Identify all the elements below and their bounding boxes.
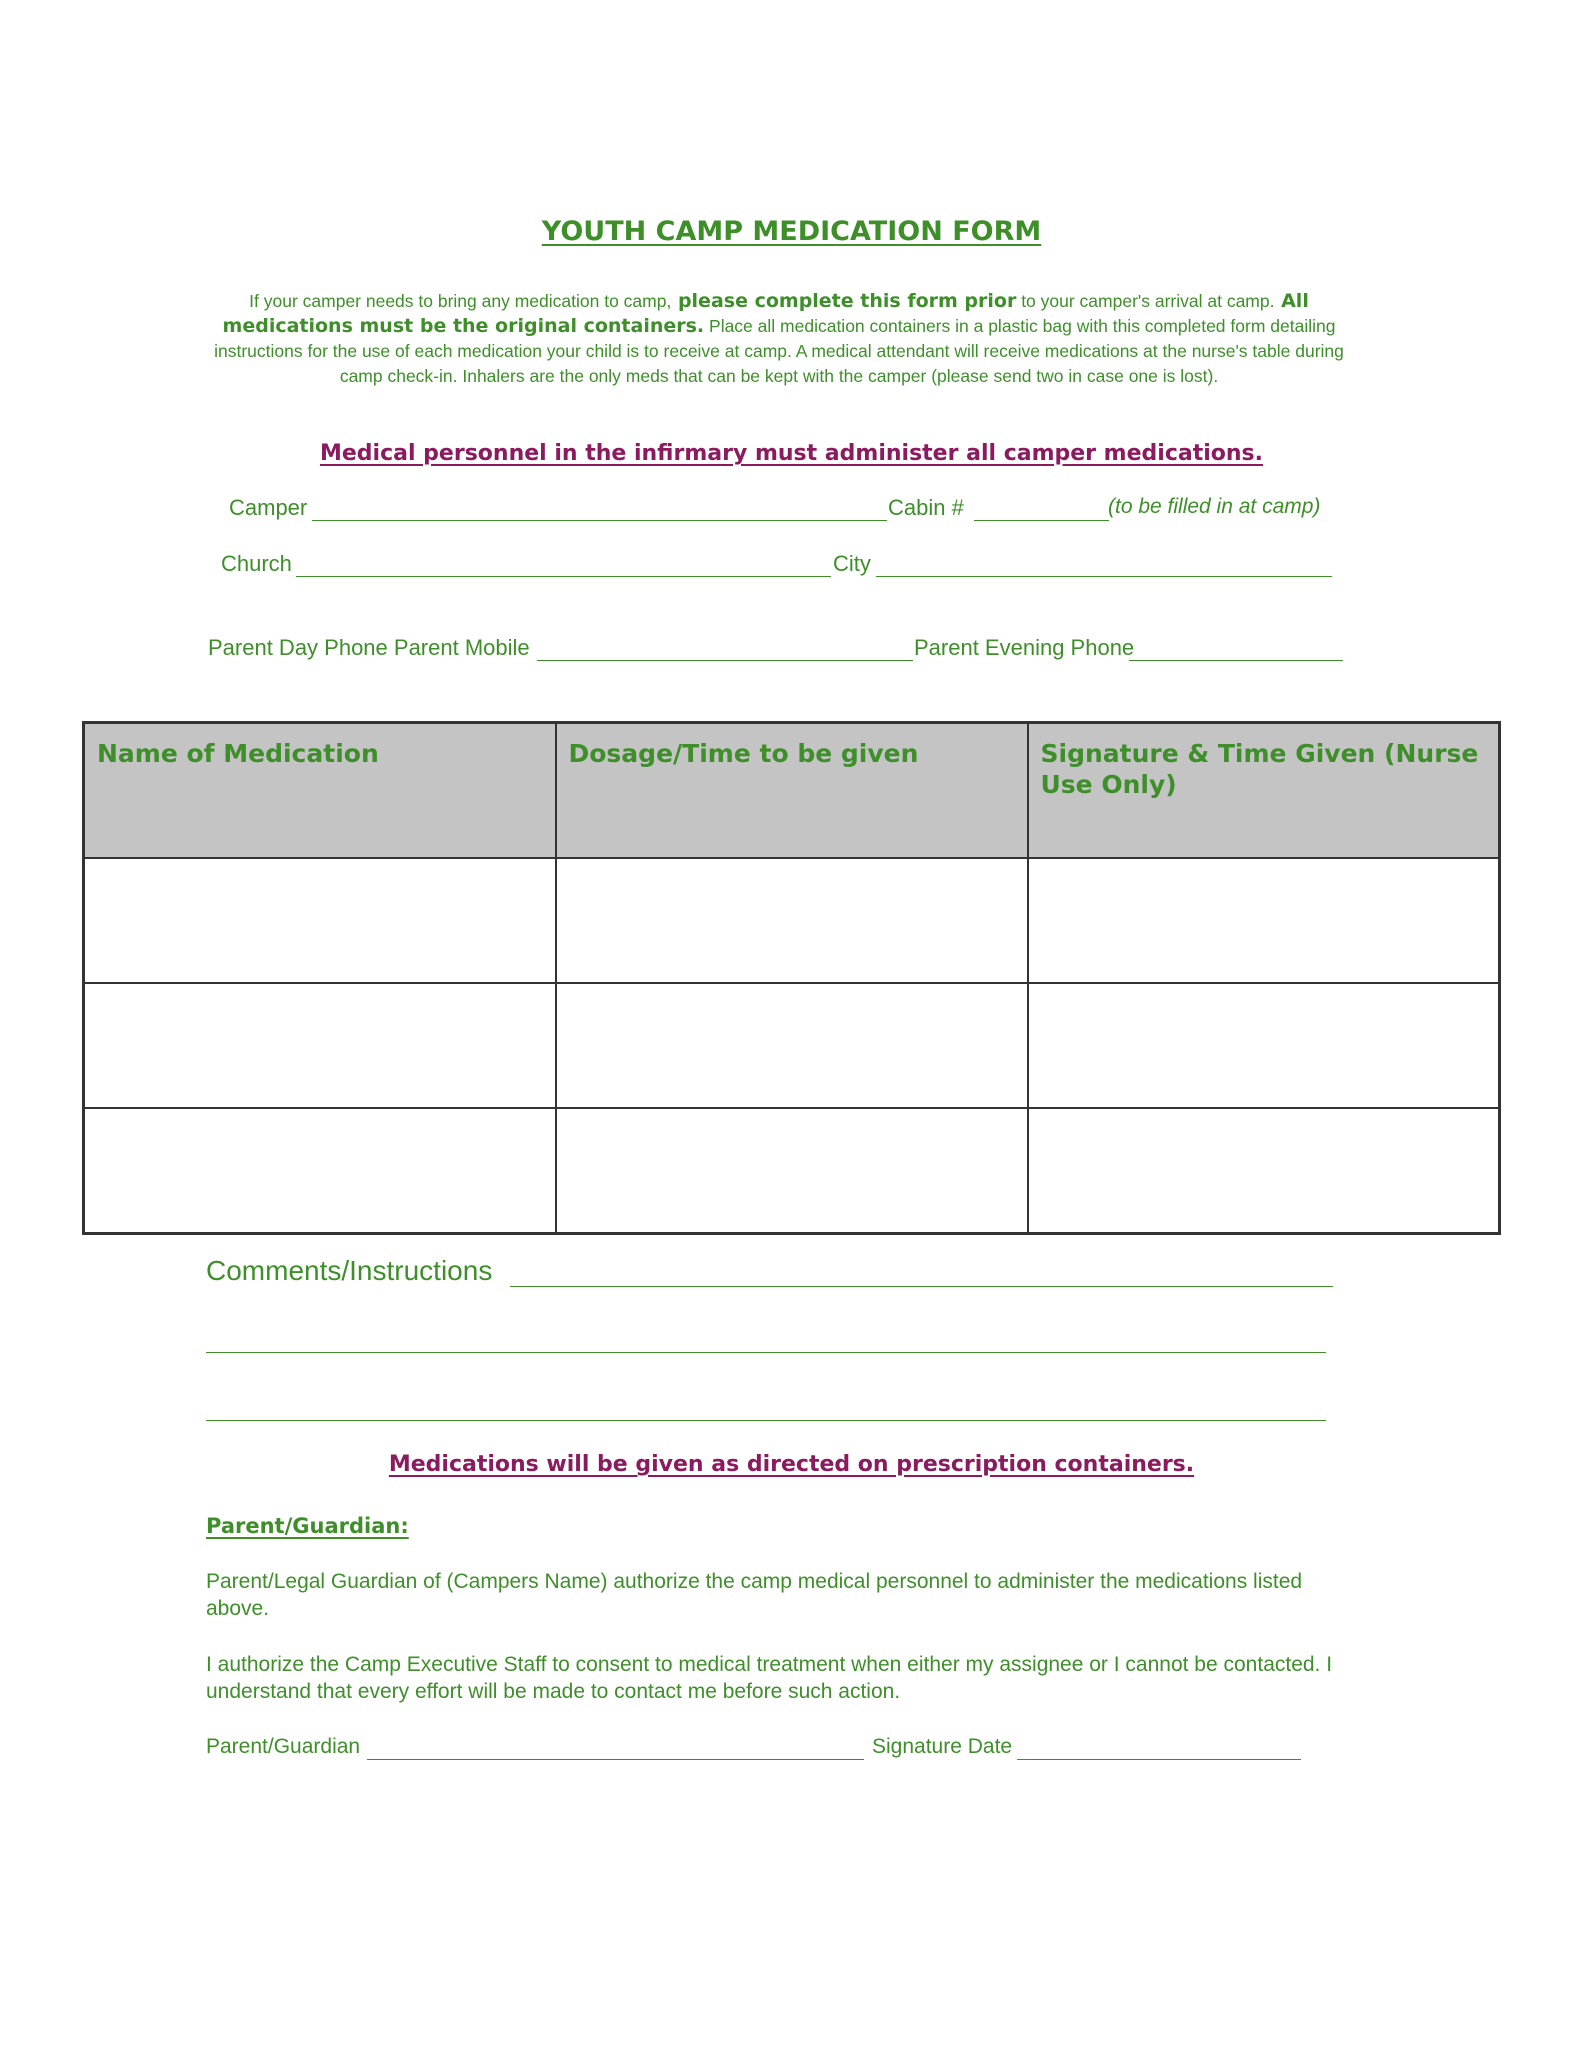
parent-guardian-signature-label: Parent/Guardian (206, 1735, 361, 1758)
form-title: YOUTH CAMP MEDICATION FORM (541, 216, 1042, 247)
signature-date-field[interactable] (1017, 1759, 1301, 1760)
church-label: Church (221, 551, 292, 576)
authorization-paragraph-1: Parent/Legal Guardian of (Campers Name) authorize the camp medical personnel to administer the medications listed above. (206, 1570, 1303, 1620)
parent-day-mobile-label: Parent Day Phone Parent Mobile (208, 635, 530, 660)
header-name-of-medication: Name of Medication (84, 723, 556, 859)
parent-day-mobile-field[interactable] (537, 660, 913, 661)
header-signature-time: Signature & Time Given (Nurse Use Only) (1028, 723, 1500, 859)
city-label: City (833, 551, 871, 576)
intro-text-1: If your camper needs to bring any medication to camp, (249, 291, 672, 311)
camper-label: Camper (229, 495, 308, 520)
intro-paragraph (214, 289, 1344, 389)
authorization-paragraph-2: I authorize the Camp Executive Staff to consent to medical treatment when either my assignee or I cannot be contacted. I understand that every effort will be made to contact me before such action. (206, 1653, 1333, 1703)
signature-date-label: Signature Date (872, 1735, 1013, 1758)
table-row (84, 1108, 1500, 1234)
parent-guardian-signature-field[interactable] (367, 1759, 864, 1760)
cabin-label: Cabin # (888, 495, 964, 520)
intro-bold-2: All medications must be the original containers. (222, 290, 1309, 337)
camper-field[interactable] (312, 520, 887, 521)
table-row (84, 858, 1500, 983)
nurse-signature-cell[interactable] (1028, 983, 1500, 1108)
nurse-signature-cell[interactable] (1028, 858, 1500, 983)
prescription-warning: Medications will be given as directed on prescription containers. (388, 1452, 1195, 1477)
nurse-signature-cell[interactable] (1028, 1108, 1500, 1234)
table-row (84, 983, 1500, 1108)
medication-table (82, 721, 1501, 1235)
comments-line-3[interactable] (206, 1420, 1326, 1421)
comments-line-2[interactable] (206, 1352, 1326, 1353)
medication-name-cell[interactable] (84, 983, 556, 1108)
cabin-field[interactable] (974, 520, 1109, 521)
comments-label: Comments/Instructions (206, 1255, 493, 1286)
medication-name-cell[interactable] (84, 1108, 556, 1234)
medication-name-cell[interactable] (84, 858, 556, 983)
administer-warning: Medical personnel in the infirmary must administer all camper medications. (319, 441, 1263, 466)
table-header-row (84, 723, 1500, 859)
comments-line-1[interactable] (510, 1286, 1333, 1287)
intro-text-3: Place all medication containers in a plastic bag with this completed form detailing instructions for the use of each medication your child is to receive at camp. A medical attendant will receive medications at the nurse's table during camp check-in. Inhalers are the only meds that can be kept with the camper (please send two in case one is lost). (214, 316, 1344, 386)
intro-text-2: to your camper's arrival at camp. (1016, 291, 1275, 311)
dosage-time-cell[interactable] (556, 1108, 1028, 1234)
city-field[interactable] (876, 576, 1332, 577)
header-dosage-time: Dosage/Time to be given (556, 723, 1028, 859)
intro-bold-1: please complete this form prior (671, 290, 1017, 312)
parent-guardian-heading: Parent/Guardian: (206, 1514, 409, 1538)
dosage-time-cell[interactable] (556, 858, 1028, 983)
parent-evening-field[interactable] (1129, 660, 1343, 661)
parent-evening-label: Parent Evening Phone (914, 635, 1135, 660)
church-field[interactable] (296, 576, 831, 577)
cabin-note: (to be filled in at camp) (1108, 495, 1321, 518)
dosage-time-cell[interactable] (556, 983, 1028, 1108)
